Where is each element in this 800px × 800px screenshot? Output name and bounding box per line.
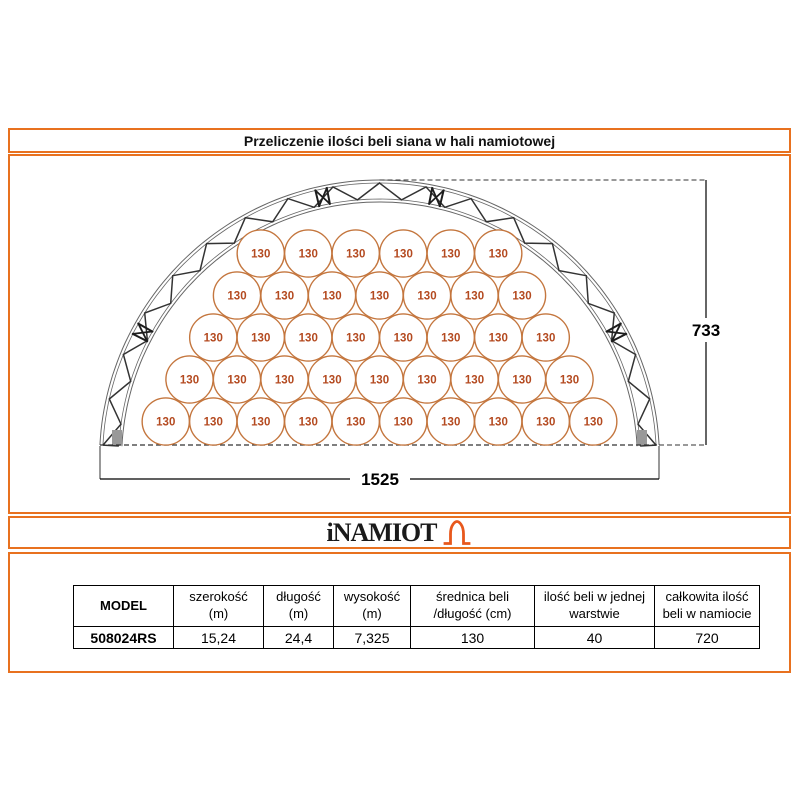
bale-label: 130	[488, 332, 508, 345]
col-header-2: długość (m)	[264, 586, 334, 627]
logo-text: iNAMIOT	[326, 517, 437, 547]
spec-table-header	[74, 586, 760, 627]
bale-label: 130	[322, 290, 342, 303]
cell-value-6: 720	[655, 627, 760, 649]
width-dimension	[100, 446, 659, 489]
bale-label: 130	[441, 416, 461, 429]
bale-label: 130	[393, 332, 413, 345]
bale-label: 130	[536, 416, 556, 429]
bale-label: 130	[536, 332, 556, 345]
bale-label: 130	[251, 332, 271, 345]
bale-label: 130	[251, 416, 271, 429]
bale-label: 130	[346, 248, 366, 261]
bale-label: 130	[203, 332, 223, 345]
height-dim-label: 733	[691, 321, 721, 340]
bale-label: 130	[274, 374, 295, 387]
bale-label: 130	[583, 416, 603, 429]
truss-joint	[132, 323, 153, 341]
bale-label: 130	[441, 332, 461, 345]
left-foot-pad	[112, 430, 122, 445]
col-header-6: całkowita ilość beli w namiocie	[655, 586, 760, 627]
cell-value-4: 130	[411, 627, 535, 649]
bale-label: 130	[298, 416, 318, 429]
col-header-0: MODEL	[74, 586, 174, 627]
bale-label: 130	[488, 248, 508, 261]
bale-label: 130	[512, 374, 532, 387]
title-box	[8, 128, 791, 153]
right-foot-pad	[637, 430, 647, 445]
cell-value-3: 7,325	[334, 627, 411, 649]
cell-value-0: 508024RS	[74, 627, 174, 649]
cell-value-1: 15,24	[174, 627, 264, 649]
bale-label: 130	[346, 332, 366, 345]
bale-label: 130	[369, 374, 390, 387]
cell-value-2: 24,4	[264, 627, 334, 649]
bale-label: 130	[322, 374, 342, 387]
bale-label: 130	[274, 290, 295, 303]
col-header-1: szerokość (m)	[174, 586, 264, 627]
bale-label: 130	[179, 374, 200, 387]
col-header-5: ilość beli w jednej warstwie	[535, 586, 655, 627]
bale-label: 130	[464, 290, 485, 303]
table-data-row	[74, 627, 760, 649]
bale-label: 130	[488, 416, 508, 429]
bale-label: 130	[393, 248, 413, 261]
table-header-row	[74, 586, 760, 627]
bale-label: 130	[298, 332, 318, 345]
spec-table-body	[74, 627, 760, 649]
width-dim-label: 1525	[361, 470, 399, 489]
col-header-4: średnica beli /długość (cm)	[411, 586, 535, 627]
bale-label: 130	[417, 290, 437, 303]
hall-cross-section-diagram	[8, 154, 791, 514]
bale-label: 130	[512, 290, 532, 303]
spec-table	[73, 585, 760, 649]
bale-label: 130	[369, 290, 390, 303]
logo-box	[8, 516, 791, 549]
tent-arch-icon	[441, 519, 473, 547]
bale-label: 130	[227, 290, 247, 303]
bale-label: 130	[417, 374, 437, 387]
page-title: Przeliczenie ilości beli siana w hali namiotowej	[243, 132, 556, 149]
bale-label: 130	[251, 248, 271, 261]
bale-label: 130	[156, 416, 176, 429]
bale-label: 130	[464, 374, 485, 387]
cell-value-5: 40	[535, 627, 655, 649]
bale-label: 130	[441, 248, 461, 261]
col-header-3: wysokość (m)	[334, 586, 411, 627]
bale-label: 130	[559, 374, 580, 387]
bale-label: 130	[227, 374, 247, 387]
bale-label: 130	[203, 416, 223, 429]
bale-label: 130	[393, 416, 413, 429]
truss-joint	[606, 323, 627, 341]
bale-label: 130	[346, 416, 366, 429]
bale-label: 130	[298, 248, 318, 261]
